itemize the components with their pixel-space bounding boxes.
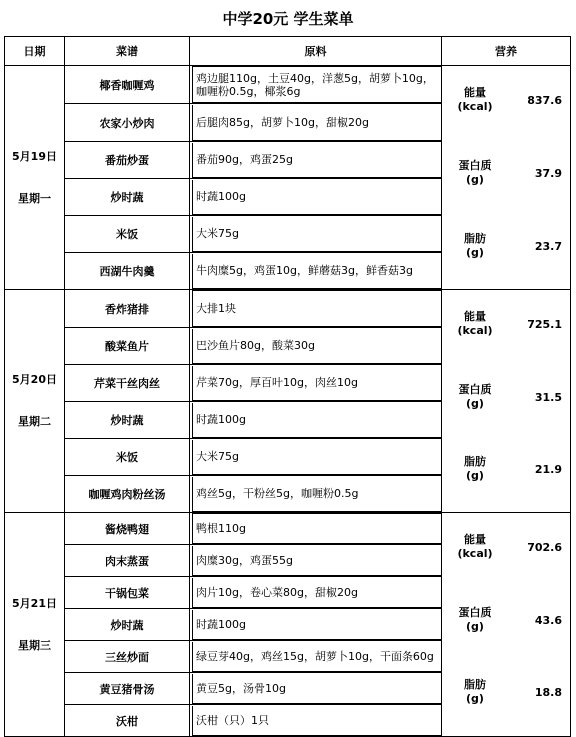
weekday-label: 星期二 bbox=[18, 415, 51, 428]
dish-name: 酸菜鱼片 bbox=[65, 328, 190, 365]
energy-value: 702.6 bbox=[527, 541, 562, 554]
fat-value: 18.8 bbox=[534, 686, 562, 699]
fat-label bbox=[450, 678, 500, 706]
date-label: 5月19日 bbox=[12, 149, 57, 163]
ingredients-cell bbox=[190, 476, 442, 513]
menu-title: 中学20元 学生菜单 bbox=[222, 10, 354, 28]
dish-name: 黄豆猪骨汤 bbox=[65, 673, 190, 705]
ingredients-text: 肉糜30g，鸡蛋55g bbox=[192, 546, 441, 576]
protein-value: 37.9 bbox=[534, 167, 562, 180]
nutrition-cell bbox=[442, 290, 571, 513]
energy-value: 837.6 bbox=[527, 94, 562, 107]
header-dish: 菜谱 bbox=[65, 37, 190, 66]
protein-label-text: 蛋白质 bbox=[458, 383, 492, 396]
nutrition-cell bbox=[442, 513, 571, 737]
protein-value: 31.5 bbox=[534, 391, 562, 404]
ingredients-cell bbox=[190, 66, 442, 104]
energy-label bbox=[450, 86, 500, 114]
ingredients-cell bbox=[190, 641, 442, 673]
dish-name: 干锅包菜 bbox=[65, 577, 190, 609]
ingredients-text: 沃柑（只）1只 bbox=[192, 706, 441, 736]
ingredients-text: 大米75g bbox=[192, 440, 441, 475]
protein-label bbox=[450, 606, 500, 634]
protein-label-text: 蛋白质 bbox=[458, 606, 492, 619]
ingredients-text: 黄豆5g，汤骨10g bbox=[192, 674, 441, 704]
energy-label bbox=[450, 533, 500, 561]
dish-name: 米饭 bbox=[65, 439, 190, 476]
energy-label-text: 能量 bbox=[464, 310, 486, 323]
fat-unit: (g) bbox=[466, 469, 484, 482]
ingredients-text: 芹菜70g，厚百叶10g，肉丝10g bbox=[192, 366, 441, 401]
protein-value: 43.6 bbox=[534, 614, 562, 627]
fat-label-text: 脂肪 bbox=[464, 678, 486, 691]
dish-name: 咖喱鸡肉粉丝汤 bbox=[65, 476, 190, 513]
nutrition-cell bbox=[442, 66, 571, 290]
protein-unit: (g) bbox=[466, 620, 484, 633]
ingredients-text: 巴沙鱼片80g，酸菜30g bbox=[192, 329, 441, 364]
ingredients-cell bbox=[190, 290, 442, 328]
dish-name: 香炸猪排 bbox=[65, 290, 190, 328]
fat-label-text: 脂肪 bbox=[464, 455, 486, 468]
dish-name: 米饭 bbox=[65, 216, 190, 253]
ingredients-cell bbox=[190, 328, 442, 365]
ingredients-cell bbox=[190, 253, 442, 290]
dish-name: 炒时蔬 bbox=[65, 609, 190, 641]
energy-unit: (kcal) bbox=[457, 547, 493, 560]
date-label: 5月21日 bbox=[12, 596, 57, 610]
dish-name: 芹菜干丝肉丝 bbox=[65, 365, 190, 402]
ingredients-text: 时蔬100g bbox=[192, 403, 441, 438]
ingredients-text: 肉片10g，卷心菜80g，甜椒20g bbox=[192, 578, 441, 608]
dish-name: 西湖牛肉羹 bbox=[65, 253, 190, 290]
dish-name: 酱烧鸭翅 bbox=[65, 513, 190, 545]
table-row bbox=[5, 290, 571, 328]
dish-name: 肉末蒸蛋 bbox=[65, 545, 190, 577]
header-nutrition: 营养 bbox=[442, 37, 571, 66]
protein-unit: (g) bbox=[466, 397, 484, 410]
ingredients-cell bbox=[190, 365, 442, 402]
dish-name: 沃柑 bbox=[65, 705, 190, 737]
energy-label-text: 能量 bbox=[464, 533, 486, 546]
ingredients-text: 大排1块 bbox=[192, 290, 441, 327]
ingredients-cell bbox=[190, 609, 442, 641]
fat-unit: (g) bbox=[466, 692, 484, 705]
fat-label bbox=[450, 232, 500, 260]
dish-name: 番茄炒蛋 bbox=[65, 142, 190, 179]
ingredients-text: 后腿肉85g，胡萝卜10g，甜椒20g bbox=[192, 105, 441, 141]
date-cell bbox=[5, 66, 65, 290]
date-cell bbox=[5, 290, 65, 513]
dish-name: 三丝炒面 bbox=[65, 641, 190, 673]
ingredients-text: 鸡丝5g，干粉丝5g，咖喱粉0.5g bbox=[192, 477, 441, 512]
ingredients-text: 大米75g bbox=[192, 217, 441, 252]
ingredients-text: 牛肉糜5g，鸡蛋10g，鲜蘑菇3g，鲜香菇3g bbox=[192, 254, 441, 289]
table-row bbox=[5, 513, 571, 545]
energy-value: 725.1 bbox=[527, 318, 562, 331]
date-cell bbox=[5, 513, 65, 737]
ingredients-cell bbox=[190, 216, 442, 253]
ingredients-cell bbox=[190, 513, 442, 545]
ingredients-cell bbox=[190, 673, 442, 705]
menu-table bbox=[4, 36, 571, 737]
ingredients-cell bbox=[190, 104, 442, 142]
weekday-label: 星期三 bbox=[18, 638, 51, 652]
dish-name: 炒时蔬 bbox=[65, 179, 190, 216]
fat-unit: (g) bbox=[466, 246, 484, 259]
fat-value: 21.9 bbox=[534, 463, 562, 476]
protein-label bbox=[450, 383, 500, 411]
ingredients-text: 鸡边腿110g，土豆40g，洋葱5g，胡萝卜10g，咖喱粉0.5g，椰浆6g bbox=[192, 66, 441, 103]
header-ingredients: 原料 bbox=[190, 37, 442, 66]
ingredients-cell bbox=[190, 545, 442, 577]
fat-label-text: 脂肪 bbox=[464, 232, 486, 245]
fat-label bbox=[450, 455, 500, 483]
energy-unit: (kcal) bbox=[457, 324, 493, 337]
fat-value: 23.7 bbox=[534, 240, 562, 253]
weekday-label: 星期一 bbox=[18, 191, 51, 205]
energy-label bbox=[450, 310, 500, 338]
ingredients-text: 时蔬100g bbox=[192, 180, 441, 215]
ingredients-text: 鸭根110g bbox=[192, 513, 441, 544]
dish-name: 炒时蔬 bbox=[65, 402, 190, 439]
ingredients-cell bbox=[190, 142, 442, 179]
ingredients-text: 番茄90g，鸡蛋25g bbox=[192, 143, 441, 178]
energy-label-text: 能量 bbox=[464, 86, 486, 99]
header-date: 日期 bbox=[5, 37, 65, 66]
ingredients-cell bbox=[190, 179, 442, 216]
protein-label-text: 蛋白质 bbox=[458, 159, 492, 172]
ingredients-cell bbox=[190, 577, 442, 609]
ingredients-cell bbox=[190, 402, 442, 439]
date-label: 5月20日 bbox=[12, 373, 57, 386]
ingredients-cell bbox=[190, 705, 442, 737]
energy-unit: (kcal) bbox=[457, 100, 493, 113]
ingredients-text: 绿豆芽40g，鸡丝15g，胡萝卜10g，干面条60g bbox=[192, 642, 441, 672]
dish-name: 农家小炒肉 bbox=[65, 104, 190, 142]
dish-name: 椰香咖喱鸡 bbox=[65, 66, 190, 104]
protein-unit: (g) bbox=[466, 173, 484, 186]
protein-label bbox=[450, 159, 500, 187]
table-row bbox=[5, 66, 571, 104]
ingredients-cell bbox=[190, 439, 442, 476]
ingredients-text: 时蔬100g bbox=[192, 610, 441, 640]
